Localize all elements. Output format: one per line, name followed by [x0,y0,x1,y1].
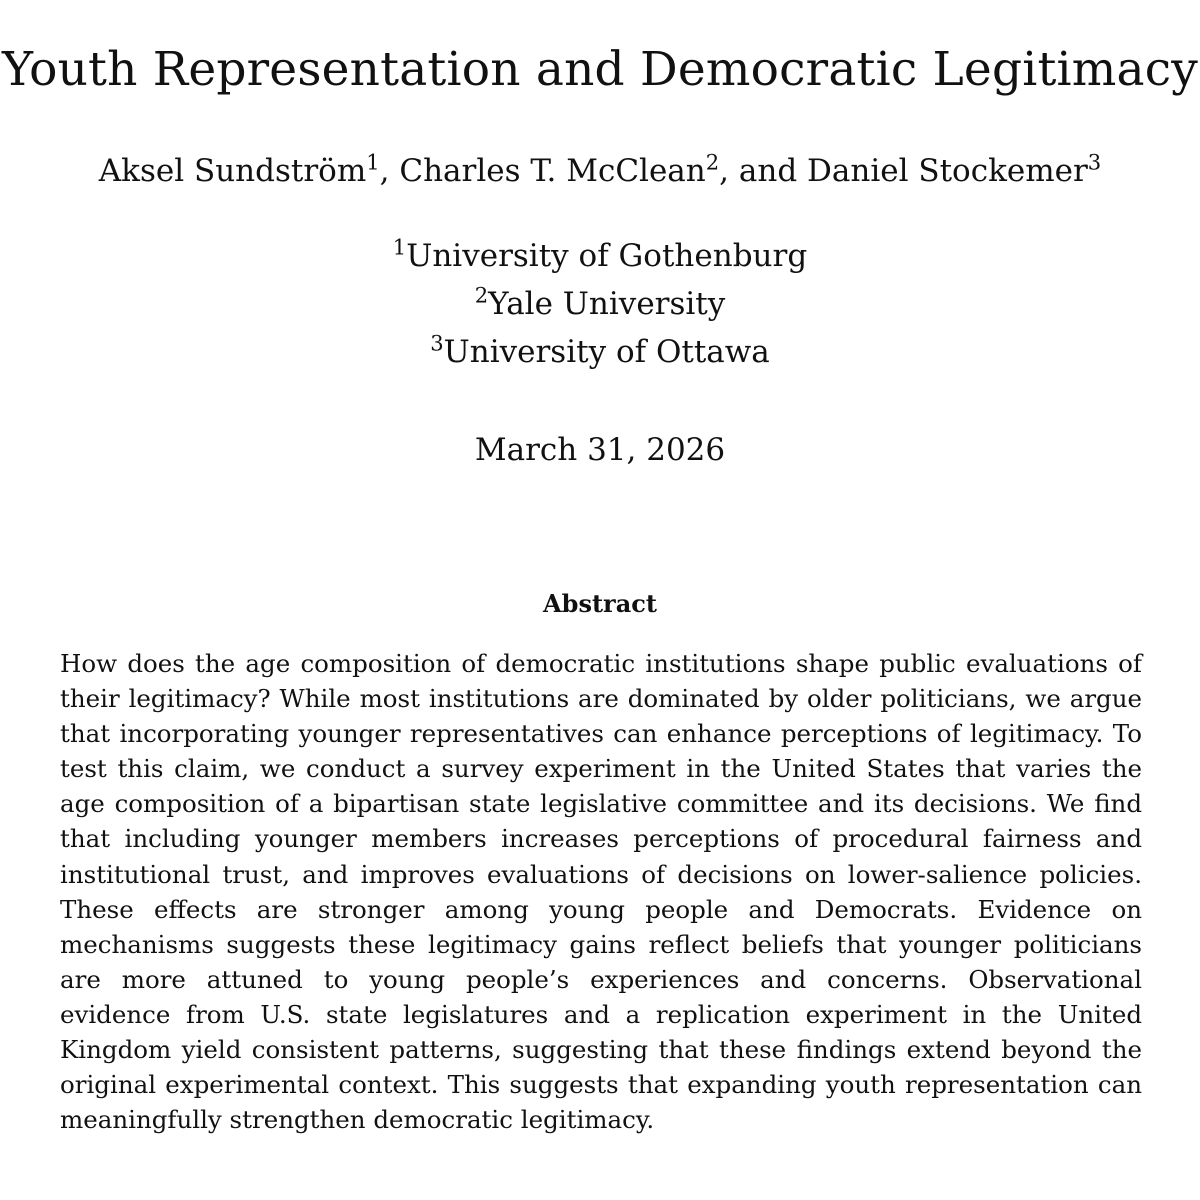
paper-date: March 31, 2026 [474,432,726,468]
abstract-text: How does the age composition of democratic institutions shape public evaluations of their legitimacy? While most institutions are dominated by older politicians, we argue that incorporating younger representatives can enhance perceptions of legitimacy. To test this claim, we conduct a survey experiment in the United States that varies the age composition of a bipartisan state legislative committee and its decisions. We find that including younger members increases perceptions of procedural fairness and institutional trust, and improves evaluations of decisions on lower-salience policies. These effects are stronger among young people and Democrats. Evidence on mechanisms suggests these legitimacy gains reflect beliefs that younger politicians are more attuned to young people’s experiences and concerns. Observational evidence from U.S. state legislatures and a replication experiment in the United Kingdom yield consistent patterns, suggesting that these findings extend beyond the original experimental context. This suggests that expanding youth representation can meaningfully strengthen democratic legitimacy. [60,649,1142,1135]
author-name: Aksel Sundström [98,153,367,189]
paper-title: Youth Representation and Democratic Legitimacy [1,42,1199,97]
affiliation-line [0,280,1200,328]
author-name: Daniel Stockemer [807,153,1088,189]
affiliation-mark: 2 [474,282,489,308]
abstract-heading: Abstract [543,589,657,618]
affiliation-line [0,232,1200,280]
affiliation-mark: 3 [430,330,444,356]
affiliation-mark: 1 [366,149,380,175]
affiliation-name: University of Ottawa [443,334,770,370]
affiliation-name: University of Gothenburg [406,238,808,274]
author-list [0,149,1200,190]
affiliation-list [0,232,1200,376]
affiliation-line [0,328,1200,376]
affiliation-mark: 3 [1087,149,1102,175]
affiliation-mark: 1 [392,234,407,260]
affiliation-name: Yale University [488,286,726,322]
author-name: Charles T. McClean [399,153,706,189]
author-separator: , and [719,153,808,189]
author-separator: , [379,153,400,189]
affiliation-mark: 2 [705,149,720,175]
